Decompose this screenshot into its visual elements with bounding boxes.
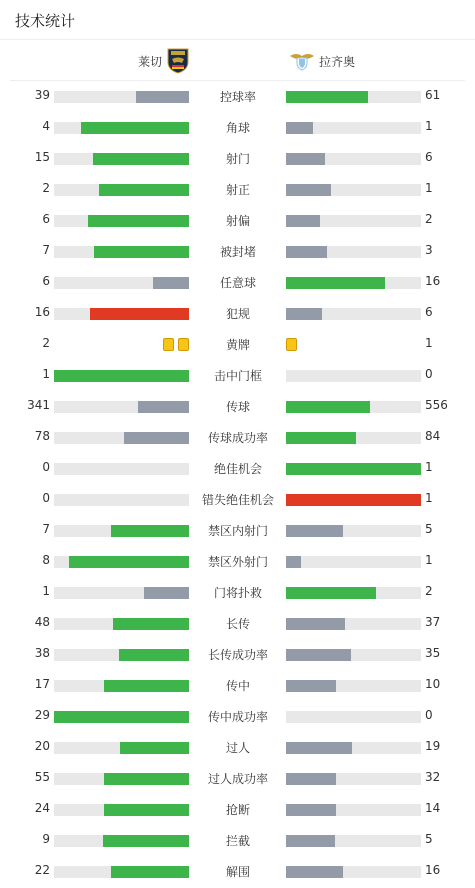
home-bar-fill: [119, 649, 189, 661]
home-value: 9: [42, 832, 50, 846]
stat-row: [0, 546, 475, 577]
home-value: 22: [34, 863, 50, 877]
home-bar-fill: [99, 184, 189, 196]
away-value: 1: [425, 553, 433, 567]
stat-label: 拦截: [225, 834, 250, 848]
stat-row: [0, 453, 475, 484]
home-bar-track: [54, 308, 189, 320]
away-bar-fill: [286, 463, 421, 475]
home-bar-track: [54, 742, 189, 754]
home-bar-track: [54, 494, 189, 506]
home-bar-track: [54, 804, 189, 816]
away-value: 61: [425, 88, 441, 102]
home-value: 15: [34, 150, 50, 164]
away-value: 32: [425, 770, 441, 784]
away-bar-track: [286, 804, 421, 816]
home-value: 0: [42, 491, 50, 505]
away-bar-fill: [286, 432, 356, 444]
home-bar-track: [54, 556, 189, 568]
away-bar-fill: [286, 277, 385, 289]
away-value: 1: [425, 336, 433, 350]
away-bar-track: [286, 525, 421, 537]
home-bar-track: [54, 215, 189, 227]
stat-label: 击中门框: [213, 369, 262, 383]
away-value: 0: [425, 708, 433, 722]
away-bar-fill: [286, 215, 320, 227]
stat-row: [0, 329, 475, 360]
home-bar-track: [54, 525, 189, 537]
home-bar-fill: [69, 556, 189, 568]
home-bar-track: [54, 835, 189, 847]
home-bar-fill: [124, 432, 189, 444]
stat-label: 长传成功率: [207, 648, 268, 662]
page-title: 技术统计: [15, 12, 76, 30]
home-yellow-cards: [159, 338, 189, 352]
home-value: 78: [34, 429, 50, 443]
away-bar-fill: [286, 866, 343, 878]
away-bar-track: [286, 835, 421, 847]
stat-row: [0, 81, 475, 112]
home-value: 6: [42, 212, 50, 226]
away-value: 556: [425, 398, 448, 412]
away-bar-fill: [286, 618, 345, 630]
away-bar-fill: [286, 773, 336, 785]
stat-row: [0, 639, 475, 670]
home-team-name[interactable]: 莱切: [138, 55, 163, 69]
stat-row: [0, 236, 475, 267]
stat-row: [0, 825, 475, 856]
away-bar-track: [286, 649, 421, 661]
away-team-name[interactable]: 拉齐奥: [319, 55, 356, 69]
stat-row: [0, 794, 475, 825]
home-bar-fill: [144, 587, 189, 599]
away-bar-fill: [286, 308, 322, 320]
stat-label: 射门: [225, 152, 250, 166]
away-bar-fill: [286, 649, 351, 661]
away-bar-track: [286, 742, 421, 754]
away-value: 14: [425, 801, 441, 815]
away-bar-track: [286, 773, 421, 785]
stat-row: [0, 608, 475, 639]
stat-label: 射偏: [225, 214, 250, 228]
away-bar-track: [286, 432, 421, 444]
stat-label: 绝佳机会: [213, 462, 262, 476]
stat-label: 黄牌: [225, 338, 250, 352]
home-bar-track: [54, 184, 189, 196]
home-bar-track: [54, 91, 189, 103]
stat-row: [0, 670, 475, 701]
away-value: 1: [425, 181, 433, 195]
home-bar-track: [54, 432, 189, 444]
lecce-crest-icon[interactable]: [167, 48, 189, 74]
home-value: 29: [34, 708, 50, 722]
stat-label: 长传: [225, 617, 250, 631]
lazio-crest-icon[interactable]: [289, 51, 315, 71]
stat-label: 过人成功率: [207, 772, 268, 786]
away-bar-track: [286, 215, 421, 227]
stat-row: [0, 391, 475, 422]
home-value: 2: [42, 181, 50, 195]
away-bar-fill: [286, 525, 343, 537]
stat-label: 错失绝佳机会: [201, 493, 274, 507]
teams-header: [10, 41, 465, 81]
home-bar-fill: [104, 680, 189, 692]
away-value: 16: [425, 863, 441, 877]
home-value: 4: [42, 119, 50, 133]
stat-row: [0, 484, 475, 515]
home-value: 2: [42, 336, 50, 350]
home-value: 20: [34, 739, 50, 753]
home-bar-fill: [54, 711, 189, 723]
stat-label: 传中成功率: [207, 710, 268, 724]
stat-label: 抢断: [225, 803, 250, 817]
home-value: 6: [42, 274, 50, 288]
stat-row: [0, 763, 475, 794]
away-value: 2: [425, 584, 433, 598]
away-bar-track: [286, 463, 421, 475]
stat-label: 禁区外射门: [207, 555, 268, 569]
away-bar-track: [286, 556, 421, 568]
away-bar-track: [286, 91, 421, 103]
home-value: 16: [34, 305, 50, 319]
home-value: 55: [34, 770, 50, 784]
away-value: 1: [425, 491, 433, 505]
home-value: 7: [42, 243, 50, 257]
away-bar-track: [286, 246, 421, 258]
away-bar-track: [286, 277, 421, 289]
title-bar: [0, 0, 475, 40]
stat-label: 门将扑救: [213, 586, 262, 600]
stats-table: [0, 81, 475, 887]
away-bar-fill: [286, 742, 352, 754]
home-bar-fill: [90, 308, 189, 320]
away-bar-track: [286, 122, 421, 134]
home-value: 39: [34, 88, 50, 102]
stat-row: [0, 732, 475, 763]
home-bar-track: [54, 618, 189, 630]
home-bar-track: [54, 680, 189, 692]
away-bar-fill: [286, 587, 376, 599]
home-bar-track: [54, 866, 189, 878]
home-value: 0: [42, 460, 50, 474]
away-bar-track: [286, 153, 421, 165]
away-bar-track: [286, 184, 421, 196]
away-bar-track: [286, 680, 421, 692]
away-bar-fill: [286, 556, 301, 568]
away-value: 10: [425, 677, 441, 691]
away-bar-track: [286, 711, 421, 723]
stat-row: [0, 422, 475, 453]
stat-row: [0, 856, 475, 887]
home-bar-fill: [153, 277, 189, 289]
away-bar-track: [286, 308, 421, 320]
away-bar-fill: [286, 401, 370, 413]
away-value: 19: [425, 739, 441, 753]
home-bar-track: [54, 587, 189, 599]
stat-row: [0, 112, 475, 143]
home-bar-fill: [120, 742, 189, 754]
home-bar-track: [54, 773, 189, 785]
stat-row: [0, 143, 475, 174]
stat-row: [0, 360, 475, 391]
home-value: 17: [34, 677, 50, 691]
stat-label: 被封堵: [219, 245, 256, 259]
away-bar-fill: [286, 91, 368, 103]
away-value: 6: [425, 150, 433, 164]
away-bar-fill: [286, 494, 421, 506]
away-bar-fill: [286, 184, 331, 196]
away-value: 16: [425, 274, 441, 288]
stat-row: [0, 577, 475, 608]
home-bar-track: [54, 711, 189, 723]
stat-row: [0, 515, 475, 546]
away-value: 84: [425, 429, 441, 443]
home-value: 1: [42, 367, 50, 381]
home-bar-track: [54, 401, 189, 413]
home-bar-track: [54, 370, 189, 382]
yellow-card-icon: [163, 338, 174, 351]
stat-row: [0, 701, 475, 732]
home-bar-track: [54, 122, 189, 134]
away-bar-track: [286, 866, 421, 878]
away-bar-fill: [286, 153, 325, 165]
home-value: 24: [34, 801, 50, 815]
home-bar-track: [54, 246, 189, 258]
away-bar-track: [286, 618, 421, 630]
home-value: 38: [34, 646, 50, 660]
home-value: 1: [42, 584, 50, 598]
stat-label: 任意球: [219, 276, 256, 290]
home-bar-fill: [111, 525, 189, 537]
home-bar-fill: [136, 91, 189, 103]
yellow-card-icon: [286, 338, 297, 351]
stat-label: 传中: [225, 679, 250, 693]
away-bar-fill: [286, 246, 327, 258]
away-value: 2: [425, 212, 433, 226]
away-bar-fill: [286, 804, 336, 816]
away-value: 0: [425, 367, 433, 381]
home-value: 7: [42, 522, 50, 536]
away-bar-fill: [286, 835, 335, 847]
stat-label: 传球成功率: [207, 431, 268, 445]
stat-row: [0, 174, 475, 205]
home-bar-track: [54, 649, 189, 661]
home-bar-fill: [88, 215, 189, 227]
stat-label: 控球率: [219, 90, 256, 104]
away-value: 5: [425, 832, 433, 846]
away-bar-track: [286, 370, 421, 382]
yellow-card-icon: [178, 338, 189, 351]
stat-row: [0, 205, 475, 236]
stat-label: 犯规: [225, 307, 250, 321]
home-bar-fill: [104, 773, 189, 785]
away-bar-fill: [286, 680, 336, 692]
away-value: 5: [425, 522, 433, 536]
home-bar-fill: [111, 866, 189, 878]
stat-label: 解围: [225, 865, 250, 879]
home-bar-fill: [93, 153, 189, 165]
stat-label: 传球: [225, 400, 250, 414]
home-bar-fill: [94, 246, 189, 258]
home-bar-fill: [103, 835, 189, 847]
away-value: 37: [425, 615, 441, 629]
away-value: 1: [425, 119, 433, 133]
stat-row: [0, 298, 475, 329]
home-bar-fill: [138, 401, 189, 413]
home-bar-fill: [54, 370, 189, 382]
away-yellow-cards: [286, 338, 301, 352]
home-bar-fill: [81, 122, 189, 134]
away-bar-track: [286, 401, 421, 413]
stat-row: [0, 267, 475, 298]
away-bar-track: [286, 587, 421, 599]
home-bar-track: [54, 277, 189, 289]
home-bar-fill: [104, 804, 189, 816]
stat-label: 射正: [225, 183, 250, 197]
home-value: 341: [27, 398, 50, 412]
away-value: 3: [425, 243, 433, 257]
away-bar-fill: [286, 122, 313, 134]
home-value: 48: [34, 615, 50, 629]
away-bar-track: [286, 494, 421, 506]
away-value: 6: [425, 305, 433, 319]
stat-label: 禁区内射门: [207, 524, 268, 538]
stat-label: 角球: [225, 121, 250, 135]
home-bar-track: [54, 153, 189, 165]
away-value: 35: [425, 646, 441, 660]
home-bar-fill: [113, 618, 189, 630]
home-value: 8: [42, 553, 50, 567]
away-value: 1: [425, 460, 433, 474]
home-bar-track: [54, 463, 189, 475]
stat-label: 过人: [225, 741, 250, 755]
